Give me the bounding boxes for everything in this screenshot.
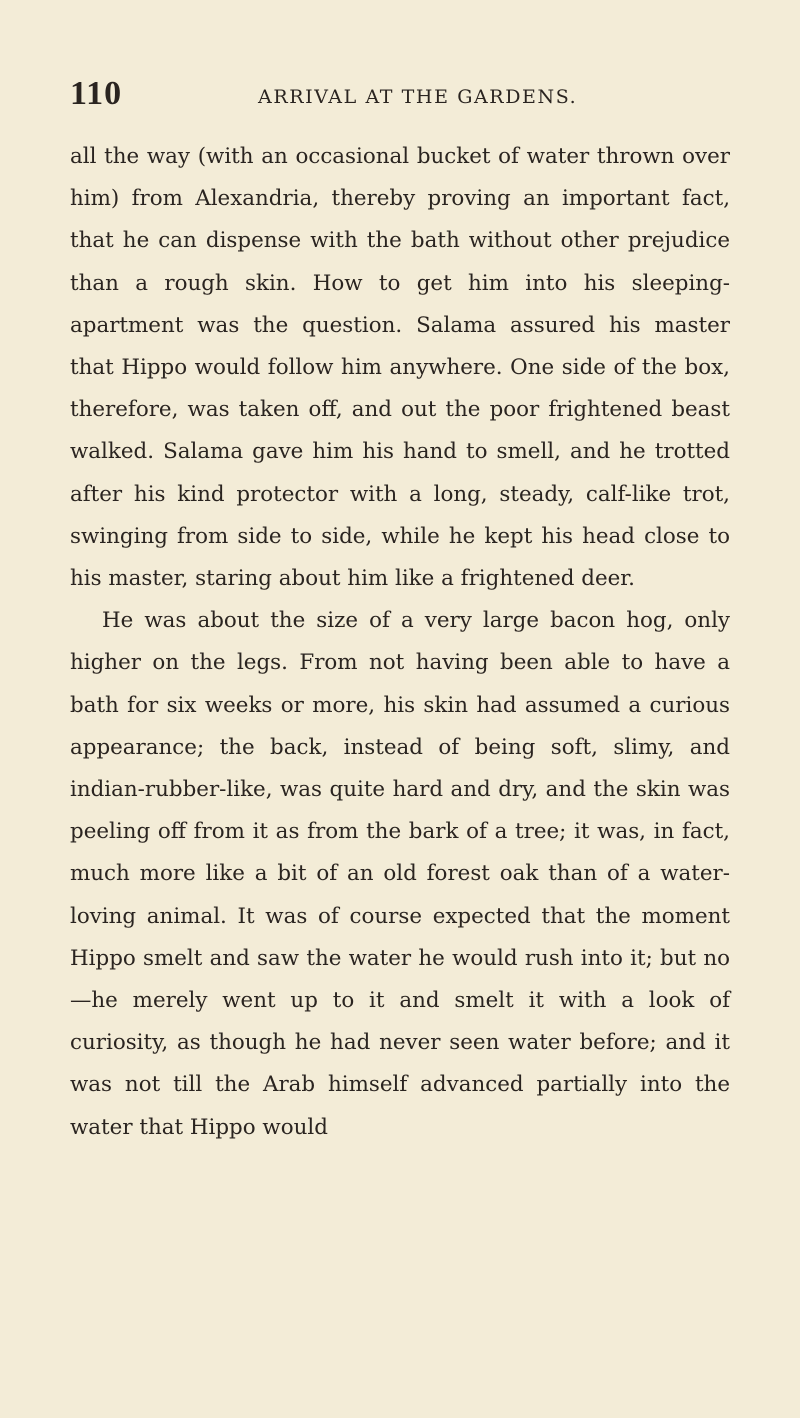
page-header: [70, 74, 730, 114]
paragraph-hippo-description: He was about the size of a very large bacon hog, only higher on the legs. From not having been able to have a bath for six weeks or more, his skin had assumed a curious appearance; the back, instead of being soft, slimy, and indian-rubber-like, was quite hard and dry, and the skin was peeling off from it as from the bark of a tree; it was, in fact, much more like a bit of an old forest oak than of a water-loving animal. It was of course expected that the moment Hippo smelt and saw the water he would rush into it; but no—he merely went up to it and smelt it with a look of curiosity, as though he had never seen water before; and it was not till the Arab himself advanced partially into the water that Hippo would: [70, 608, 730, 1140]
paragraph-continued: all the way (with an occasional bucket of water thrown over him) from Alexandria, thereby proving an important fact, that he can dispense with the bath without other prejudice than a rough skin. How to get him into his sleeping-apartment was the question. Salama assured his master that Hippo would follow him anywhere. One side of the box, therefore, was taken off, and out the poor frightened beast walked. Salama gave him his hand to smell, and he trotted after his kind protector with a long, steady, calf-like trot, swinging from side to side, while he kept his head close to his master, staring about him like a frightened deer.: [70, 144, 730, 592]
body-text: [70, 136, 730, 1149]
running-title: ARRIVAL AT THE GARDENS.: [258, 86, 578, 108]
page-number: 110: [70, 75, 123, 112]
